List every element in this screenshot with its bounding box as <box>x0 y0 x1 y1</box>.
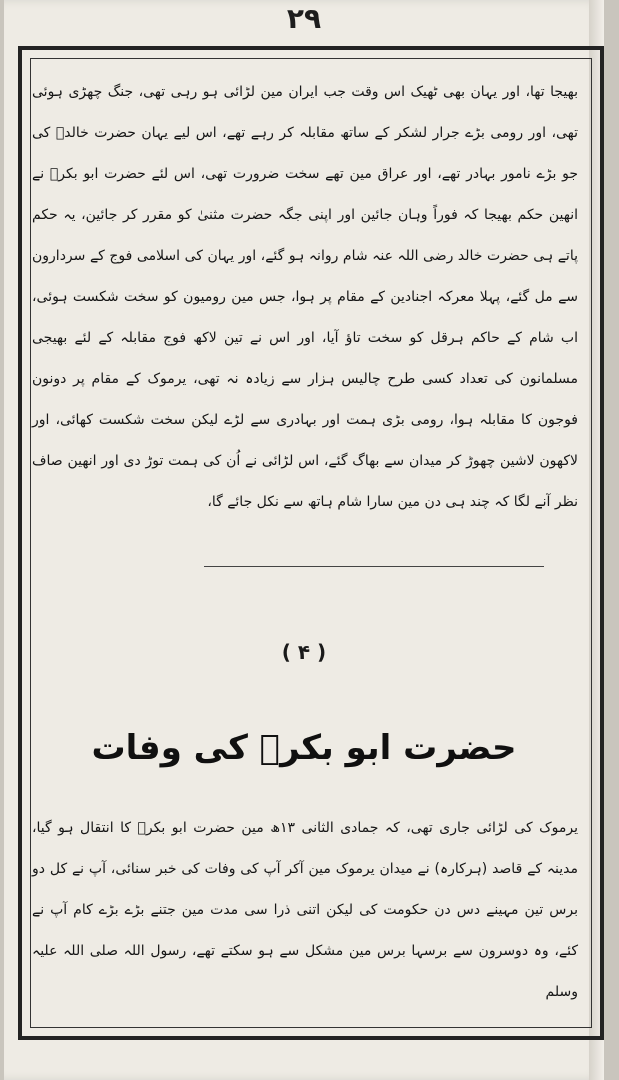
text-underline <box>204 566 544 567</box>
book-page <box>4 0 604 1080</box>
section-title: حضرت ابو بکرؓ کی وفات <box>91 728 517 768</box>
body-paragraph-1: بھیجا تھا، اور یہان بھی ٹھیک اس وقت جب ایران مین لڑائی ہو رہی تھی، جنگ چھڑی ہوئی تھی، اور رومی بڑے جرار لشکر کے ساتھ مقابلہ کر رہے تھے، اس لیے یہان حضرت خالدؓ کی جو بڑے نامور بہادر تھے، اور عراق مین تھے سخت ضرورت تھی، اس لئے حضرت ابو بکرؓ نے انھین حکم بھیجا کہ فوراً وہان جائین اور اپنی جگہ حضرت مثنیٰ کو مقرر کر جائین، یہ حکم پاتے ہی حضرت خالد رضی اللہ عنہ شام روانہ ہو گئے، اور یہان کی اسلامی فوج کے سردارون سے مل گئے، پہلا معرکہ اجنادین کے مقام پر ہوا، جس مین رومیون کو سخت شکست ہوئی، اب شام کے حاکم ہرقل کو سخت تاؤ آیا، اور اس نے تین لاکھ فوج مقابلہ کے لئے بھیجی مسلمانون کی تعداد کسی طرح چالیس ہزار سے زیادہ نہ تھی، یرموک کے مقام پر دونون فوجون کا مقابلہ ہوا، رومی بڑی ہمت اور بہادری سے لڑے لیکن سخت شکست کھائی، اور لاکھون لاشین چھوڑ کر میدان سے بھاگ گئے، اس لڑائی نے اُن کی ہمت توڑ دی اور انھین صاف نظر آنے لگا کہ چند ہی دن مین سارا شام ہاتھ سے نکل جائے گا، <box>32 84 578 510</box>
page-number: ۲۹ <box>286 2 322 35</box>
section-number: ( ۴ ) <box>281 640 327 664</box>
body-paragraph-2: یرموک کی لڑائی جاری تھی، کہ جمادی الثانی ۱۳ھ مین حضرت ابو بکرؓ کا انتقال ہو گیا، مدینہ کے قاصد (ہرکارہ) نے میدان یرموک مین آکر آپ کی وفات کی خبر سنائی، آپ نے کل دو برس تین مہینے دس دن حکومت کی لیکن اتنی ذرا سی مدت مین جتنے بڑے بڑے کام آپ نے کئے، وہ دوسرون سے برسہا برس مین مشکل سے ہو سکتے تھے، رسول اللہ صلی اللہ علیہ وسلم <box>32 820 578 1000</box>
